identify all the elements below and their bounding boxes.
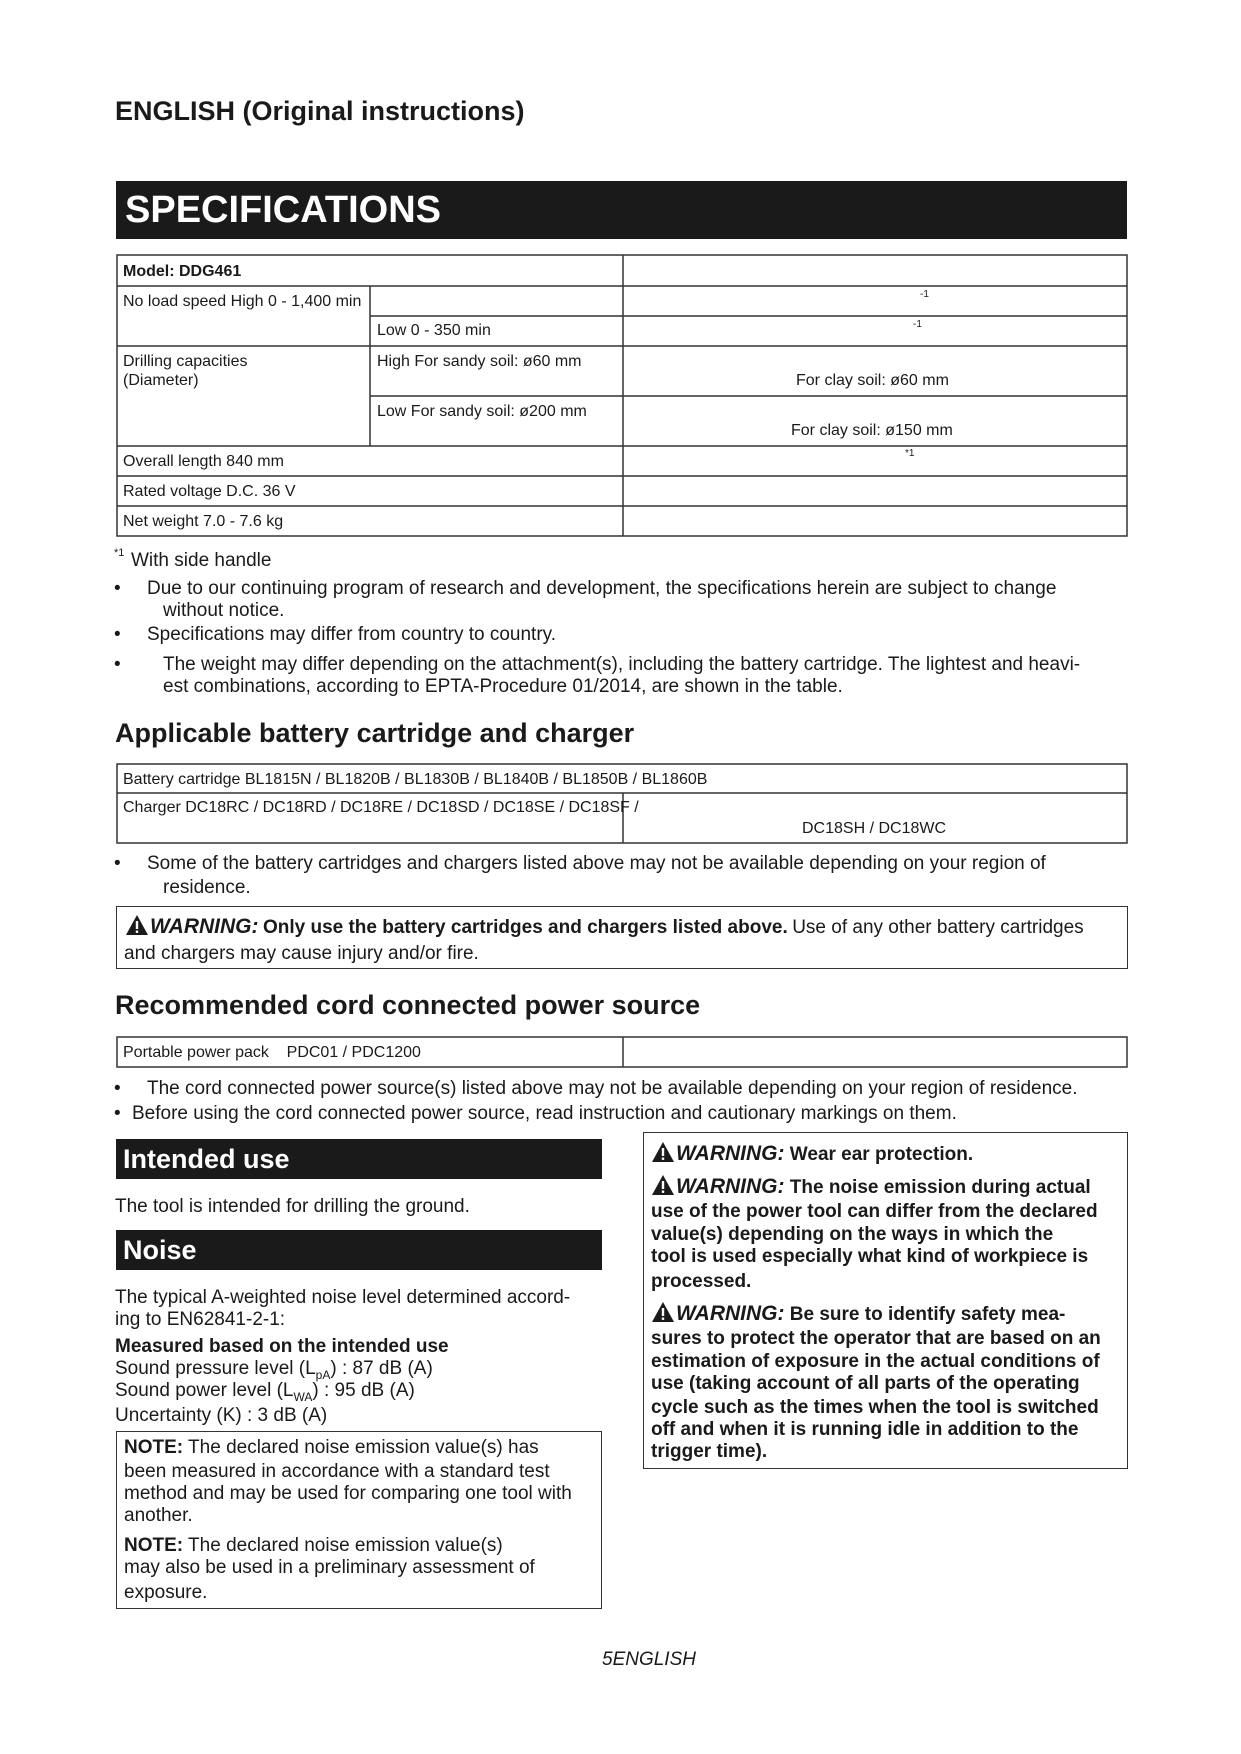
note-text: The declared noise emission value(s) has — [188, 1437, 539, 1458]
power-source-title: Recommended cord connected power source — [115, 990, 701, 1020]
warning-triangle-icon — [651, 1301, 675, 1323]
battery-warning-line2: and chargers may cause injury and/or fire. — [124, 943, 479, 964]
sound-pressure-label: Sound pressure level (L — [115, 1358, 316, 1379]
warning-label: WARNING: — [676, 1142, 785, 1165]
battery-warning-line — [125, 914, 1084, 939]
spec-low-sandy: Low For sandy soil: ø200 mm — [377, 403, 587, 420]
noise-uncertainty: Uncertainty (K) : 3 dB (A) — [115, 1405, 328, 1426]
spec-note-line: Specifications may differ from country to country. — [147, 624, 557, 645]
sound-power-value: ) : 95 dB (A) — [312, 1380, 415, 1401]
battery-row: Battery cartridge BL1815N / BL1820B / BL1830B / BL1840B / BL1850B / BL1860B — [123, 771, 708, 788]
bullet: • — [114, 578, 121, 599]
spec-note-line: without notice. — [163, 600, 285, 621]
spec-note-line: est combinations, according to EPTA-Procedure 01/2014, are shown in the table. — [163, 676, 843, 697]
battery-warning-rest: Use of any other battery cartridges — [792, 917, 1084, 938]
noise-note-1 — [124, 1437, 539, 1459]
warning-text: value(s) depending on the ways in which the — [651, 1224, 1054, 1245]
warning-text: off and when it is running idle in addition to the — [651, 1419, 1079, 1440]
warning-noise-emission — [651, 1174, 1091, 1199]
warning-triangle-icon — [651, 1174, 675, 1196]
power-source-note: Before using the cord connected power source, read instruction and cautionary markings on them. — [132, 1103, 957, 1124]
spec-low-clay: For clay soil: ø150 mm — [791, 422, 953, 439]
intended-use-title: Intended use — [116, 1139, 602, 1179]
spec-no-load-speed-low: Low 0 - 350 min — [377, 322, 491, 339]
spec-no-load-speed-high: No load speed High 0 - 1,400 min — [123, 293, 362, 310]
spec-note-line: The weight may differ depending on the attachment(s), including the battery cartridge. The lightest and heavi- — [163, 654, 1081, 675]
warning-triangle-icon — [651, 1141, 675, 1163]
sound-pressure-value: ) : 87 dB (A) — [330, 1358, 433, 1379]
warning-text: sures to protect the operator that are based on an — [651, 1328, 1101, 1349]
sound-power-subscript: WA — [293, 1389, 313, 1404]
warning-text: cycle such as the times when the tool is switched — [651, 1397, 1099, 1418]
footnote-mark: *1 — [114, 547, 125, 559]
page-language-title: ENGLISH (Original instructions) — [115, 96, 525, 126]
warning-text: processed. — [651, 1271, 752, 1292]
charger-row-continued: DC18SH / DC18WC — [802, 820, 947, 837]
bullet: • — [114, 1103, 121, 1124]
spec-net-weight: Net weight 7.0 - 7.6 kg — [123, 513, 284, 530]
warning-text: use of the power tool can differ from the declared — [651, 1201, 1098, 1222]
warning-ear-protection — [651, 1141, 973, 1166]
spec-rated-voltage: Rated voltage D.C. 36 V — [123, 483, 296, 500]
noise-note-box — [116, 1431, 602, 1609]
footnote-text: With side handle — [131, 550, 272, 571]
page-footer: 5ENGLISH — [602, 1649, 696, 1670]
sound-power-label: Sound power level (L — [115, 1380, 294, 1401]
note-label: NOTE: — [124, 1535, 184, 1556]
bullet: • — [114, 654, 121, 675]
warning-text: Be sure to identify safety mea- — [789, 1304, 1066, 1325]
warning-text: The noise emission during actual — [789, 1177, 1091, 1198]
warning-label: WARNING: — [676, 1175, 785, 1198]
power-source-table — [116, 1036, 1128, 1068]
note-text: The declared noise emission value(s) — [188, 1535, 503, 1556]
note-label: NOTE: — [124, 1437, 184, 1458]
battery-section-title: Applicable battery cartridge and charger — [115, 718, 635, 748]
warning-safety-measures — [651, 1301, 1065, 1326]
spec-high-clay: For clay soil: ø60 mm — [796, 372, 949, 389]
note-text: been measured in accordance with a standard test — [124, 1461, 550, 1482]
spec-model: Model: DDG461 — [123, 263, 242, 280]
warning-text: use (taking account of all parts of the operating — [651, 1373, 1080, 1394]
spec-high-sandy: High For sandy soil: ø60 mm — [377, 353, 582, 370]
bullet: • — [114, 1078, 121, 1099]
battery-warning-box — [116, 906, 1128, 969]
battery-note: residence. — [163, 877, 251, 898]
battery-note: Some of the battery cartridges and chargers listed above may not be available depending on your region of — [147, 853, 1046, 874]
spec-drilling-capacities: Drilling capacities — [123, 353, 248, 370]
warning-label: WARNING: — [150, 915, 259, 938]
bullet: • — [114, 624, 121, 645]
warning-label: WARNING: — [676, 1302, 785, 1325]
warning-text: Wear ear protection. — [789, 1144, 974, 1165]
intended-use-text: The tool is intended for drilling the ground. — [115, 1196, 470, 1217]
spec-diameter: (Diameter) — [123, 372, 199, 389]
specifications-table — [116, 254, 1128, 537]
note-text: exposure. — [124, 1582, 208, 1603]
warning-text: tool is used especially what kind of workpiece is — [651, 1246, 1089, 1267]
sound-power-level — [115, 1380, 415, 1408]
spec-overall-length: Overall length 840 mm — [123, 453, 284, 470]
power-source-note: The cord connected power source(s) listed above may not be available depending on your region of residence. — [147, 1078, 1078, 1099]
noise-intro: ing to EN62841-2-1: — [115, 1309, 286, 1330]
note-text: another. — [124, 1505, 193, 1526]
battery-table — [116, 763, 1128, 844]
spec-superscript: -1 — [920, 289, 929, 300]
warning-text: estimation of exposure in the actual conditions of — [651, 1351, 1100, 1372]
specifications-title: SPECIFICATIONS — [116, 181, 1127, 239]
power-source-row: Portable power pack PDC01 / PDC1200 — [123, 1044, 421, 1061]
noise-note-2 — [124, 1535, 503, 1557]
sound-pressure-subscript: pA — [315, 1367, 331, 1382]
note-text: may also be used in a preliminary assessment of — [124, 1557, 535, 1578]
noise-intro: The typical A-weighted noise level determined accord- — [115, 1287, 571, 1308]
noise-measured-heading: Measured based on the intended use — [115, 1336, 449, 1357]
warning-text: trigger time). — [651, 1441, 768, 1462]
spec-superscript: *1 — [905, 448, 915, 459]
bullet: • — [114, 853, 121, 874]
note-text: method and may be used for comparing one tool with — [124, 1483, 572, 1504]
noise-title: Noise — [116, 1230, 602, 1270]
spec-superscript: -1 — [913, 319, 922, 330]
spec-note-line: Due to our continuing program of research and development, the specifications herein are subject to change — [147, 578, 1057, 599]
battery-warning-bold: Only use the battery cartridges and chargers listed above. — [262, 917, 788, 938]
charger-row: Charger DC18RC / DC18RD / DC18RE / DC18SD / DC18SE / DC18SF / — [123, 799, 639, 816]
warning-triangle-icon — [125, 914, 149, 936]
noise-warnings-box — [643, 1132, 1128, 1469]
